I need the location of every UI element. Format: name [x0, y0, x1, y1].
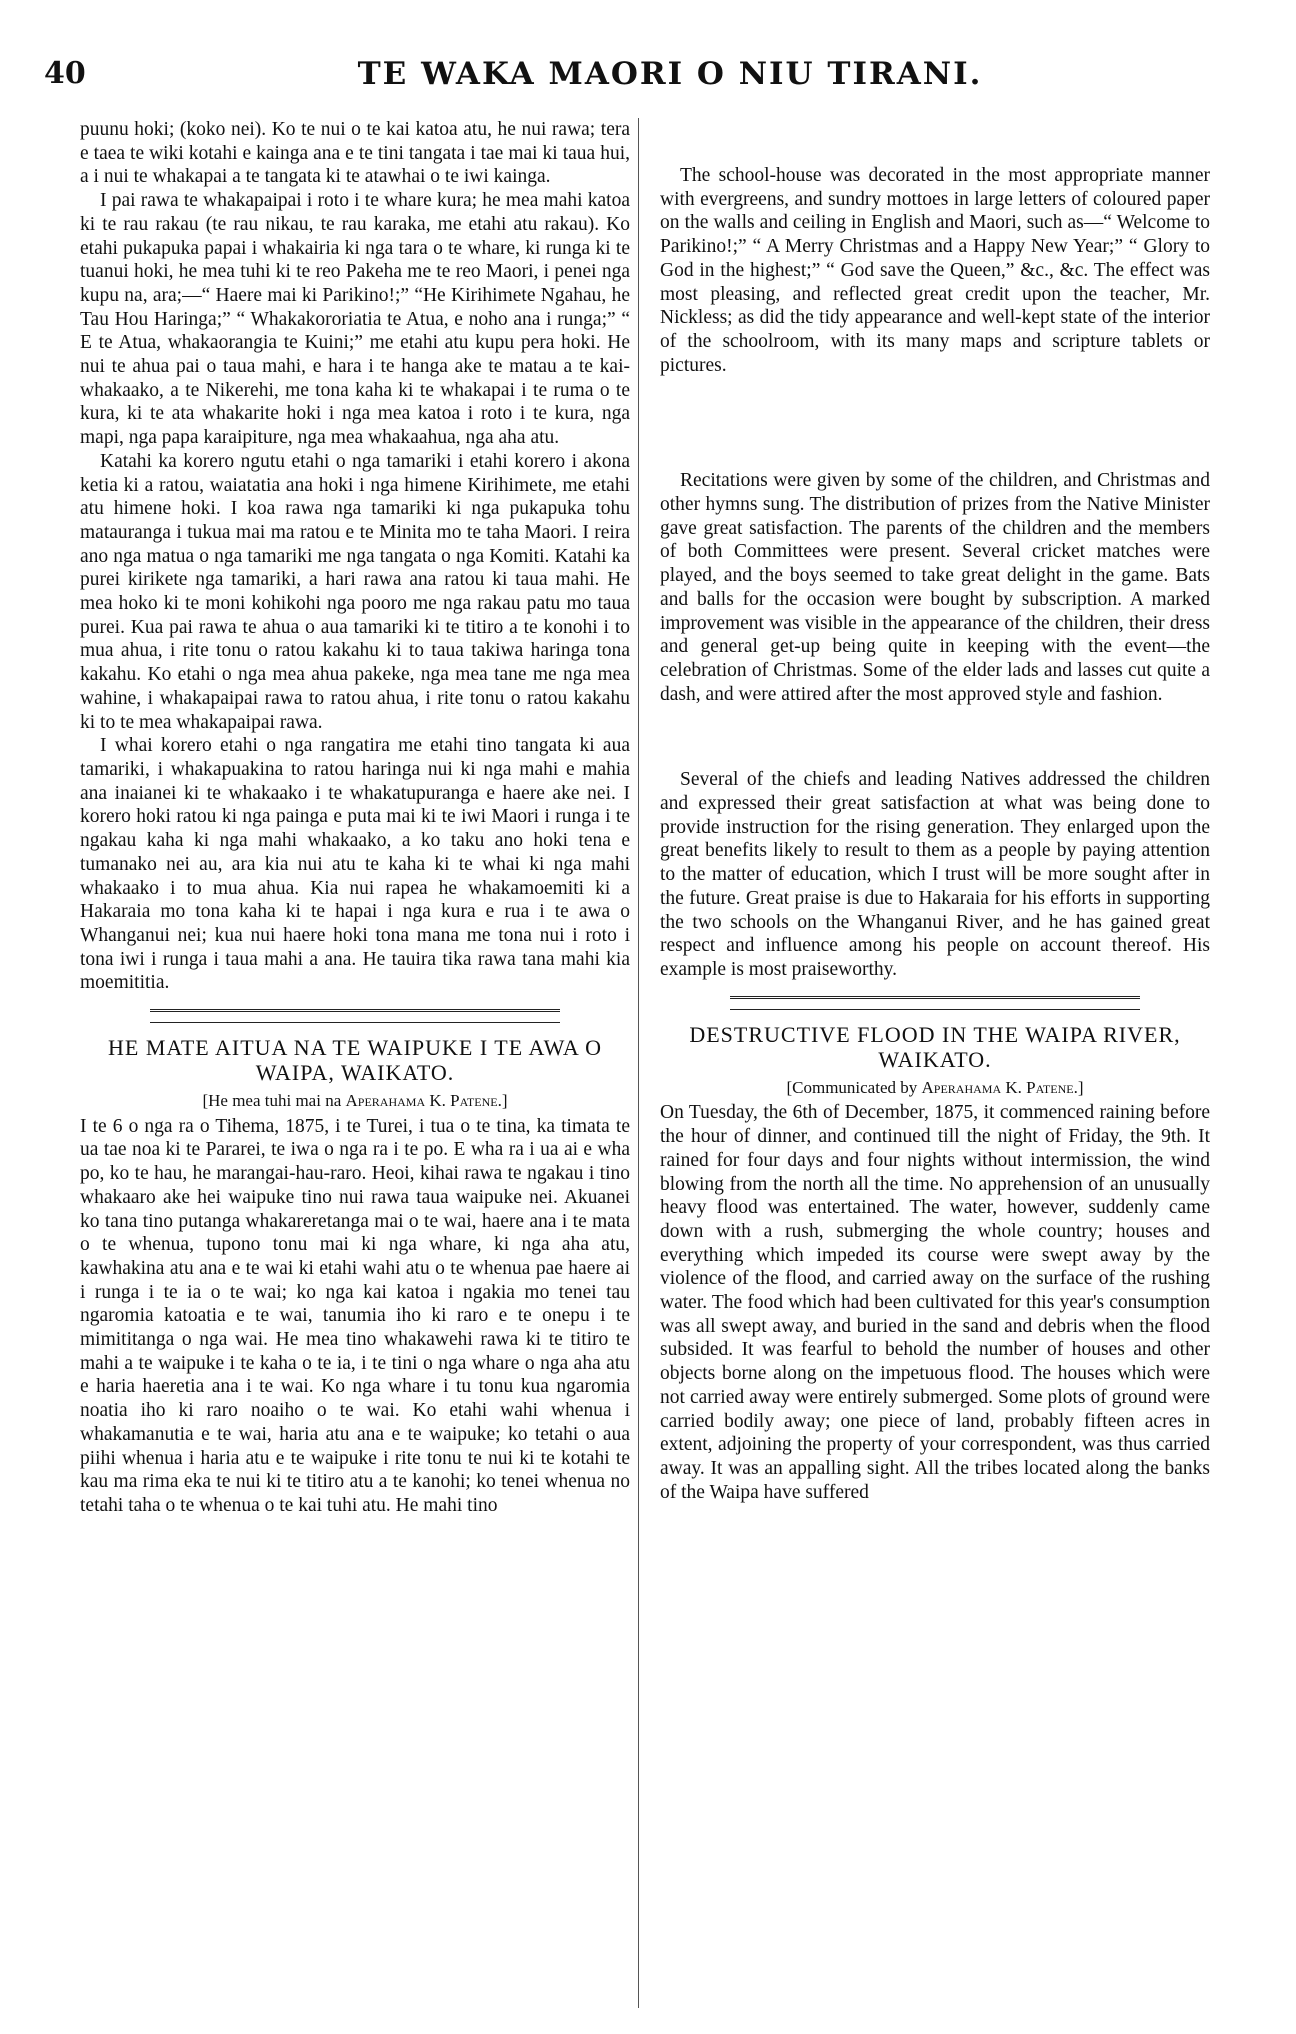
- english-byline-prefix: [Communicated by: [786, 1077, 922, 1097]
- english-paragraph-3: Several of the chiefs and leading Natives addressed the children and expressed their great satisfaction at what was being done to provide instruction for the rising generation. They enlarged upon the great benefits likely to result to them as a people by paying attention to the matter of education, which I trust will be more sought after in the future. Great praise is due to Hakaraia for his efforts in supporting the two schools on the Whanganui River, and he has gained great respect and influence among his people on account thereof. His example is most praiseworthy.: [660, 769, 1210, 980]
- english-paragraph-2: Recitations were given by some of the children, and Christmas and other hymns sung. The distribution of prizes from the Native Minister gave great satisfaction. The parents of the children and the members of both Committees were present. Several cricket matches were played, and the boys seemed to take great delight in the game. Bats and balls for the occasion were bought by subscription. A marked improvement was visible in the appearance of the children, their dress and general get-up being quite in keeping with the event—the celebration of Christmas. Some of the elder lads and lasses cut quite a dash, and were attired after the most approved style and fashion.: [660, 470, 1210, 705]
- page-number: 40: [44, 56, 86, 91]
- maori-byline-suffix: .]: [497, 1091, 508, 1111]
- masthead-title: TE WAKA MAORI O NIU TIRANI.: [357, 56, 983, 92]
- maori-byline-author: Aperahama K. Patene: [345, 1091, 498, 1111]
- column-spacer: [660, 118, 1210, 164]
- column-rule: [638, 118, 639, 2008]
- maori-byline-prefix: [He mea tuhi mai na: [202, 1091, 346, 1111]
- english-byline-author: Aperahama K. Patene: [921, 1077, 1074, 1097]
- english-flood-heading: DESTRUCTIVE FLOOD IN THE WAIPA RIVER, WAIKATO.: [689, 1021, 1181, 1072]
- english-paragraph-1: The school-house was decorated in the most appropriate manner with evergreens, and sundry mottoes in large letters of coloured paper on the walls and ceiling in English and Maori, such as—“ Welcome to Parikino!;” “ A Merry Christmas and a Happy New Year;” “ Glory to God in the highest;” “ God save the Queen,” &c., &c. The effect was most pleasing, and reflected great credit upon the teacher, Mr. Nickless; as did the tidy appearance and well-kept state of the interior of the schoolroom, with its many maps and scripture tablets or pictures.: [660, 165, 1210, 376]
- english-flood-paragraph: On Tuesday, the 6th of December, 1875, it commenced raining before the hour of dinner, and continued till the night of Friday, the 9th. It rained for four days and four nights without intermission, the wind blowing from the north all the time. No apprehension of an unusually heavy flood was entertained. The water, however, suddenly came down with a rush, submerging the whole country; houses and everything which impeded its course were swept away by the violence of the flood, and carried away on the surface of the rushing water. The food which had been cultivated for this year's consumption was all swept away, and buried in the sand and debris when the flood subsided. It was fearful to behold the number of houses and other objects borne along on the impetuous flood. The houses which were not carried away were entirely submerged. Some plots of ground were carried bodily away; one piece of land, probably fifteen acres in extent, adjoining the property of your correspondent, was thus carried away. It was an appalling sight. All the tribes located along the banks of the Waipa have suffered: [660, 1102, 1210, 1503]
- english-column: [660, 118, 1210, 1504]
- maori-paragraph-4: I whai korero etahi o nga rangatira me etahi tino tangata ki aua tamariki, i whakapuakina to ratou haringa nui ki nga mahi e mahia ana inaianei ki te whakaako i te whakatupuranga e haere ake nei. I korero hoki ratou ki nga painga e puta mai ki te iwi Maori i runga i te ngakau kaha ki nga mahi whakaako, a ko taku ano hoki tena e tumanako nei au, ara kia nui atu te kaha ki te whai ki nga mahi whakaako i to mua ahua. Kia nui rapea he whakamoemiti ki a Hakaraia mo tona kaha ki te hapai i nga kura e rua i te awa o Whanganui nei; kua nui haere hoki tona mana me tona nui i roto i tona iwi i runga i taua mahi a ana. He tauira tika rawa tana mahi kia moemititia.: [80, 735, 630, 994]
- column-spacer: [660, 706, 1210, 768]
- section-divider: [150, 1009, 560, 1023]
- maori-flood-paragraph: I te 6 o nga ra o Tihema, 1875, i te Turei, i tua o te tina, ka timata te ua tae noa ki te Pararei, te iwa o nga ra i te po. E wha ra i ua ai e wha po, ko te hau, he marangai-hau-raro. Heoi, kihai rawa te ngakau i tino whakaaro ake hei waipuke tino nui rawa taua waipuke nei. Akuanei ko tana tino putanga whakareretanga mai o te wai, haere ana i te mata o te whenua, tupono tonu mai ki nga whare, ki nga aha atu, kawhakina atu ana e te wai ki etahi wahi atu o te whenua pae haere ai i runga i te ia o te wai; ko nga kai katoa i ngakia mo tenei tau ngaromia katoatia e te wai, tanumia iho ki raro e te onepu i te mimititanga o nga wai. He mea tino whakawehi rawa ki te titiro te mahi a te waipuke i te kaha o te ia, i te tini o nga whare o nga aha atu e haria haeretia ana i te wai. Ko nga whare i tu tonu kua ngaromia noatia iho ki raro noaiho o te wai. Ko etahi wahi whenua i whakamanutia e te wai, haria atu ana e te waipuke; ko tetahi o aua piihi whenua i haria atu e te waipuke i rite tonu te nui ki te kotahi te kau ma rima eka te nui ki te titiro atu a te kanohi; ko tenei whenua no tetahi taha o te whenua o te kai tuhi atu. He mahi tino: [80, 1115, 630, 1516]
- maori-flood-heading: HE MATE AITUA NA TE WAIPUKE I TE AWA O WAIPA, WAIKATO.: [108, 1035, 602, 1086]
- maori-byline: [80, 1089, 630, 1113]
- maori-paragraph-3: Katahi ka korero ngutu etahi o nga tamariki i etahi korero i akona ketia ki a ratou, waiatatia ana hoki i nga himene Kirihimete, me etahi atu himene hoki. I koa rawa nga tamariki ki nga pukapuka tohu matauranga i tukua mai ma ratou e te Minita mo te taha Maori. I reira ano nga matua o nga tamariki me nga tangata o nga Komiti. Katahi ka purei kirikete nga tamariki, a hari rawa ana ratou ki taua mahi. He mea hoko ki te moni kohikohi nga pooro me nga rakau patu mo taua purei. Kua pai rawa te ahua o aua tamariki ki te titiro a te konohi i to mua ahua, i rite tonu o ratou kakahu ki to taua takiwa haringa tona kakahu. Ko etahi o nga mea ahua pakeke, nga mea tane me nga mea wahine, i whakapaipai rawa to ratou ahua, i rite tonu o ratou kakahu ki to te mea whakapaipai rawa.: [80, 450, 630, 733]
- english-byline-suffix: .]: [1073, 1077, 1084, 1097]
- maori-paragraph-1: puunu hoki; (koko nei). Ko te nui o te kai katoa atu, he nui rawa; tera e taea te wiki kotahi e kainga ana e te tini tangata i tae mai ki taua hui, a i nui te whakapai a te tangata ki te atawhai o te iwi kainga.: [80, 119, 630, 188]
- english-byline: [660, 1076, 1210, 1100]
- section-divider: [730, 996, 1140, 1010]
- column-spacer: [660, 377, 1210, 469]
- maori-paragraph-2: I pai rawa te whakapaipai i roto i te whare kura; he mea mahi katoa ki te rau rakau (te rau nikau, te rau karaka, me etahi atu rakau). Ko etahi pukapuka papai i whakairia ki nga tara o te whare, ki runga ki te tuanui hoki, he mea tuhi ki te reo Pakeha me te reo Maori, i penei nga kupu na, ara;—“ Haere mai ki Parikino!;” “He Kirihimete Ngahau, he Tau Hou Haringa;” “ Whakakororiatia te Atua, e noho ana i runga;” “ E te Atua, whakaorangia te Kuini;” me etahi atu kupu pera hoki. He nui te ahua pai o taua mahi, e hara i te hanga ake te matau a te kai-whakaako, a te Nikerehi, me tona kaha ki te whakapai i te ruma o te kura, ki te ata whakarite hoki i nga mea katoa i roto i te kura, nga mapi, nga papa karaipiture, nga mea whakaahua, nga aha atu.: [80, 190, 630, 449]
- maori-column: [80, 118, 630, 1518]
